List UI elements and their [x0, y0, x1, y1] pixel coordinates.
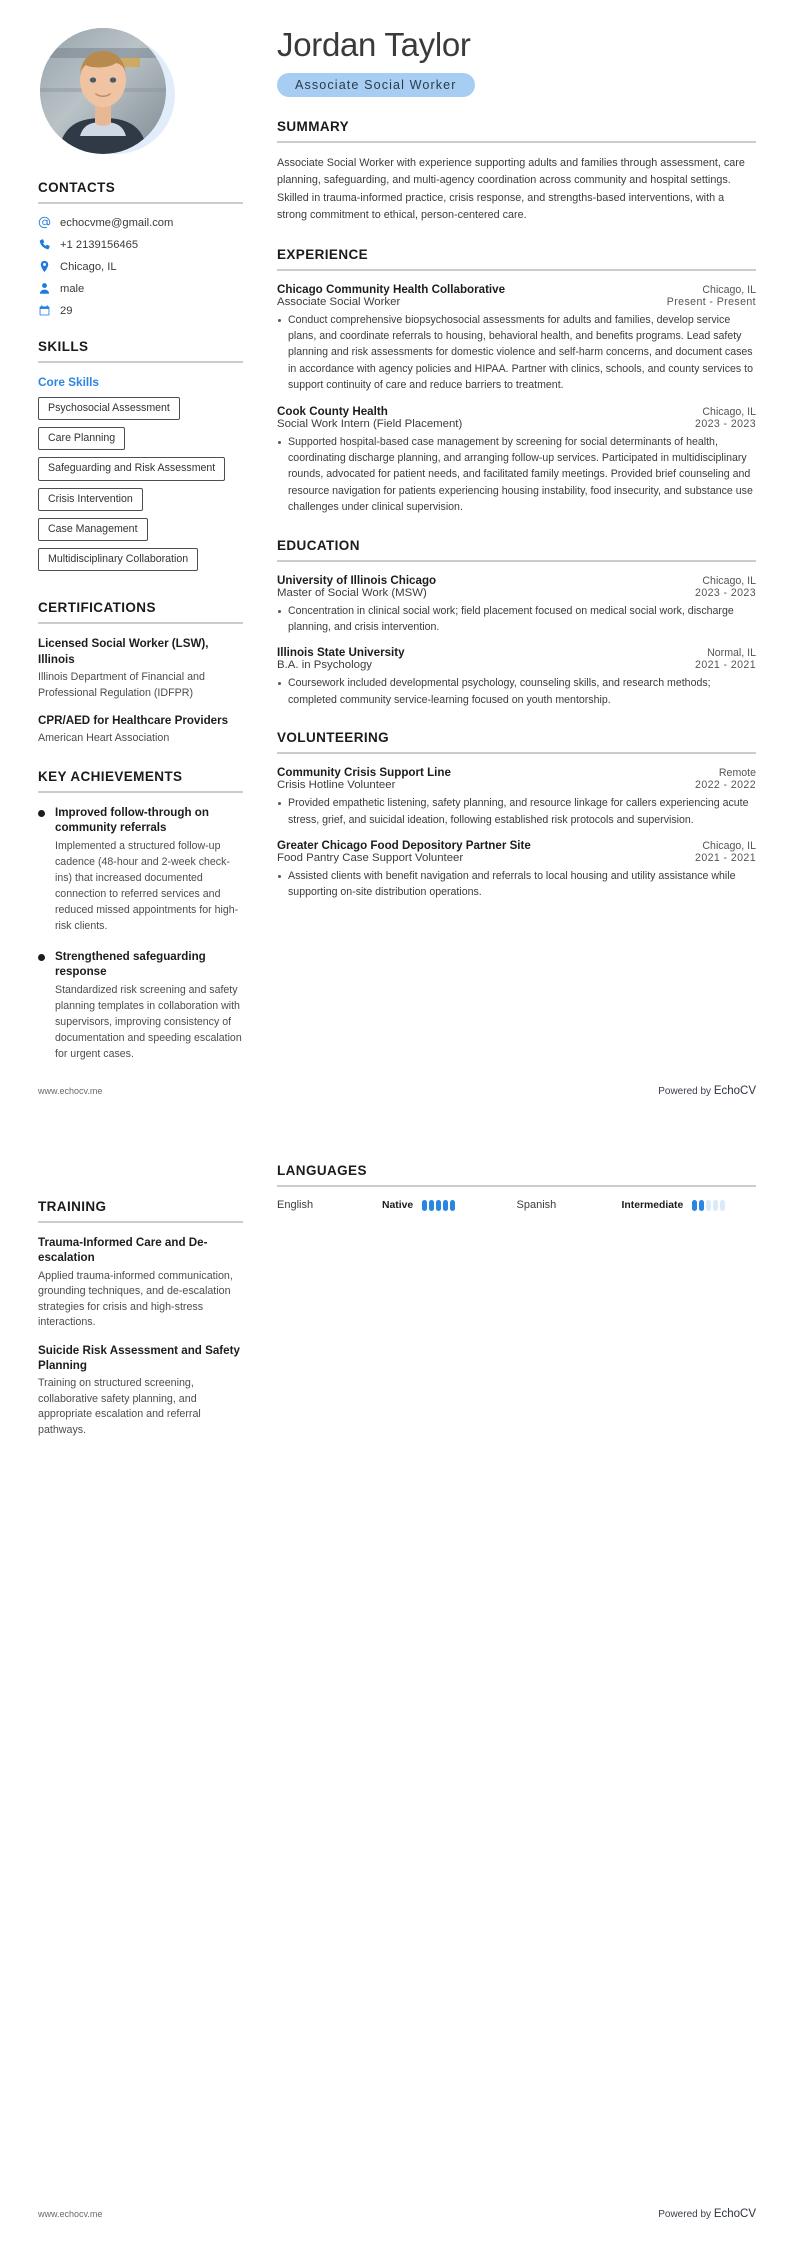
page-title: Jordan Taylor [277, 26, 471, 63]
volunteering-location: Remote [718, 767, 756, 780]
footer-website[interactable]: www.echocv.me [38, 1086, 103, 1096]
summary-text: Associate Social Worker with experience supporting adults and families through assessment, care planning, safeguarding, and multi-agency coordination across community and hospital settings. Skilled in trauma-informed practice, crisis response, and strengths-based interventions, with a strong commitment to ethical, person-centered care. [277, 156, 745, 222]
contact-value: +1 2139156465 [60, 238, 139, 251]
role-badge: Associate Social Worker [277, 73, 475, 97]
level-dot [450, 1200, 455, 1211]
education-dates: 2021 - 2021 [695, 659, 756, 672]
bullet-item: Coursework included developmental psychology, counseling skills, and research methods; completed community service-learning focused on youth mentorship. [277, 675, 756, 708]
language-name: English [277, 1199, 314, 1211]
achievement-title: Strengthened safeguarding response [55, 949, 206, 979]
level-dot [429, 1200, 434, 1211]
experience-dates: 2023 - 2023 [695, 417, 756, 430]
experience-item [277, 283, 756, 394]
footer-powered-label: Powered by [658, 1086, 714, 1097]
bullet-item: Conduct comprehensive biopsychosocial assessments for adults and families, develop service plans, and coordinate referrals to housing, behavioral health, and benefits programs. Lead safety planning and risk assessments for domestic violence and self-harm concerns, and document cases in accordance with agency policies and HIPAA. Partner with clinics, schools, and county services to support continuity of care and reduce barriers to treatment. [277, 312, 756, 394]
education-institution: University of Illinois Chicago [277, 573, 437, 587]
volunteering-bullets [277, 868, 756, 901]
volunteering-organization: Greater Chicago Food Depository Partner Site [277, 839, 531, 853]
education-institution: Illinois State University [277, 646, 405, 660]
calendar-icon [38, 304, 51, 317]
location-pin-icon [38, 260, 51, 273]
volunteering-title: Food Pantry Case Support Volunteer [277, 852, 464, 865]
footer-brand [658, 1085, 756, 1097]
skill-chip: Psychosocial Assessment [38, 397, 180, 420]
certification-item [38, 636, 243, 701]
footer-brand-name: EchoCV [713, 2208, 756, 2220]
divider [38, 202, 243, 204]
skill-chip: Multidisciplinary Collaboration [38, 548, 198, 571]
contact-value: Chicago, IL [60, 260, 117, 273]
achievement-item [38, 949, 243, 1063]
left-column [38, 28, 253, 1085]
experience-title: Social Work Intern (Field Placement) [277, 417, 463, 430]
level-dot [443, 1200, 448, 1211]
volunteering-bullets [277, 795, 756, 828]
contact-value: 29 [60, 304, 73, 317]
experience-organization: Cook County Health [277, 404, 388, 418]
training-section [38, 1199, 243, 1438]
achievement-text: Implemented a structured follow-up cadence (48-hour and 2-week check-ins) that increased documented connection to referred services and reduced missed appointments for high-risk clients. [55, 840, 239, 932]
contact-item-gender[interactable] [38, 282, 243, 295]
certification-title: Licensed Social Worker (LSW), Illinois [38, 637, 209, 666]
bullet-item: Provided empathetic listening, safety planning, and resource linkage for callers experiencing acute stress, grief, and suicidal ideation, following established risk protocols and supervision. [277, 795, 756, 828]
volunteering-organization: Community Crisis Support Line [277, 766, 451, 780]
phone-icon [38, 238, 51, 251]
experience-item [277, 405, 756, 516]
skills-section [38, 339, 243, 578]
skill-chip: Care Planning [38, 427, 125, 450]
experience-location: Chicago, IL [702, 283, 756, 296]
languages-row [277, 1199, 756, 1211]
language-level: Intermediate [621, 1199, 684, 1211]
divider [38, 361, 243, 363]
footer-brand-name: EchoCV [713, 1085, 756, 1097]
certifications-section [38, 600, 243, 746]
skill-chip: Safeguarding and Risk Assessment [38, 457, 225, 480]
divider [38, 1221, 243, 1223]
key-achievements-heading: KEY ACHIEVEMENTS [38, 768, 183, 784]
volunteering-heading: VOLUNTEERING [277, 730, 390, 746]
right-column [253, 28, 756, 923]
level-dot [720, 1200, 725, 1211]
contact-item-location[interactable] [38, 260, 243, 273]
training-heading: TRAINING [38, 1199, 107, 1214]
language-item-spanish [517, 1199, 757, 1211]
volunteering-location: Chicago, IL [702, 840, 756, 853]
skill-chip: Case Management [38, 518, 148, 541]
page-footer-2 [38, 2208, 756, 2220]
achievement-title: Improved follow-through on community referrals [55, 805, 209, 835]
language-level: Native [382, 1199, 414, 1211]
volunteering-dates: 2022 - 2022 [695, 779, 756, 792]
language-level-dots [692, 1200, 725, 1211]
volunteering-title: Crisis Hotline Volunteer [277, 779, 396, 792]
footer-brand [658, 2208, 756, 2220]
certification-issuer: American Heart Association [38, 732, 170, 745]
education-bullets [277, 675, 756, 708]
person-icon [38, 282, 51, 295]
bullet-dot-icon [38, 810, 45, 817]
avatar-photo [40, 28, 166, 154]
experience-section [277, 247, 756, 516]
level-dot [422, 1200, 427, 1211]
summary-heading: SUMMARY [277, 118, 350, 134]
education-dates: 2023 - 2023 [695, 586, 756, 599]
language-name: Spanish [516, 1199, 557, 1211]
bullet-item: Concentration in clinical social work; field placement focused on medical social work, discharge planning, and crisis intervention. [277, 603, 756, 636]
bullet-item: Supported hospital-based case management by screening for social determinants of health, coordinating discharge planning, and arranging follow-up services. Participated in multidisciplinary rounds, advocated for patient needs, and facilitated family meetings. Provided brief counseling and resource navigation for patients experiencing housing instability, food insecurity, and substance use challenges under clinical supervision. [277, 434, 756, 516]
footer-website[interactable]: www.echocv.me [38, 2209, 103, 2219]
education-heading: EDUCATION [277, 537, 360, 553]
skills-chip-list [38, 397, 243, 578]
experience-heading: EXPERIENCE [277, 246, 369, 262]
resume-sheet-2 [0, 1123, 794, 2246]
skills-heading: SKILLS [38, 339, 89, 354]
certification-item [38, 713, 243, 747]
left-column-page2 [38, 1163, 253, 1460]
key-achievements-section [38, 769, 243, 1063]
divider [277, 1185, 756, 1187]
languages-section [277, 1163, 756, 1211]
experience-bullets [277, 434, 756, 516]
language-level-dots [422, 1200, 455, 1211]
level-dot [436, 1200, 441, 1211]
language-item-english [277, 1199, 517, 1211]
certifications-heading: CERTIFICATIONS [38, 600, 156, 616]
experience-title: Associate Social Worker [277, 295, 401, 308]
contact-item-age[interactable] [38, 304, 243, 317]
contacts-section [38, 180, 243, 317]
training-text: Applied trauma-informed communication, grounding techniques, and de-escalation strategies for crisis and high-stress interactions. [38, 1269, 233, 1329]
email-icon [38, 216, 51, 229]
education-location: Chicago, IL [702, 574, 756, 587]
avatar [40, 28, 172, 160]
languages-heading: LANGUAGES [277, 1163, 367, 1178]
skills-category-label: Core Skills [38, 375, 99, 389]
certification-issuer: Illinois Department of Financial and Professional Regulation (IDFPR) [38, 671, 205, 699]
skill-chip: Crisis Intervention [38, 488, 143, 511]
experience-organization: Chicago Community Health Collaborative [277, 282, 506, 296]
bullet-item: Assisted clients with benefit navigation and referrals to local housing and utility assistance while supporting on-site distribution operations. [277, 868, 756, 901]
training-text: Training on structured screening, collaborative safety planning, and appropriate escalation and referral pathways. [38, 1377, 201, 1436]
divider [38, 791, 243, 793]
experience-dates: Present - Present [666, 295, 756, 308]
contacts-heading: CONTACTS [38, 180, 116, 195]
contact-item-phone[interactable] [38, 238, 243, 251]
volunteering-item [277, 766, 756, 828]
contact-item-email[interactable] [38, 216, 243, 229]
divider [277, 752, 756, 754]
level-dot [706, 1200, 711, 1211]
volunteering-dates: 2021 - 2021 [695, 852, 756, 865]
education-bullets [277, 603, 756, 636]
divider [277, 560, 756, 562]
footer-powered-label: Powered by [658, 2209, 714, 2220]
education-section [277, 538, 756, 709]
level-dot [692, 1200, 697, 1211]
divider [277, 269, 756, 271]
education-degree: B.A. in Psychology [277, 659, 372, 672]
training-title: Trauma-Informed Care and De-escalation [38, 1236, 208, 1265]
achievement-text: Standardized risk screening and safety planning templates in collaboration with supervisors, improving consistency of documentation and speeding escalation for urgent cases. [55, 984, 242, 1060]
divider [277, 141, 756, 143]
bullet-dot-icon [38, 954, 45, 961]
experience-bullets [277, 312, 756, 394]
training-item [38, 1343, 243, 1439]
education-item [277, 574, 756, 636]
summary-section [277, 119, 756, 225]
training-item [38, 1235, 243, 1331]
certification-title: CPR/AED for Healthcare Providers [38, 714, 229, 728]
contact-value: male [60, 282, 85, 295]
training-title: Suicide Risk Assessment and Safety Planning [38, 1343, 240, 1372]
volunteering-section [277, 730, 756, 901]
right-column-page2 [253, 1163, 756, 1233]
education-degree: Master of Social Work (MSW) [277, 586, 427, 599]
education-item [277, 646, 756, 708]
contact-value: echocvme@gmail.com [60, 216, 174, 229]
achievement-item [38, 805, 243, 935]
level-dot [699, 1200, 704, 1211]
level-dot [713, 1200, 718, 1211]
education-location: Normal, IL [707, 647, 756, 660]
divider [38, 622, 243, 624]
page-footer [38, 1085, 756, 1097]
experience-location: Chicago, IL [702, 405, 756, 418]
volunteering-item [277, 839, 756, 901]
